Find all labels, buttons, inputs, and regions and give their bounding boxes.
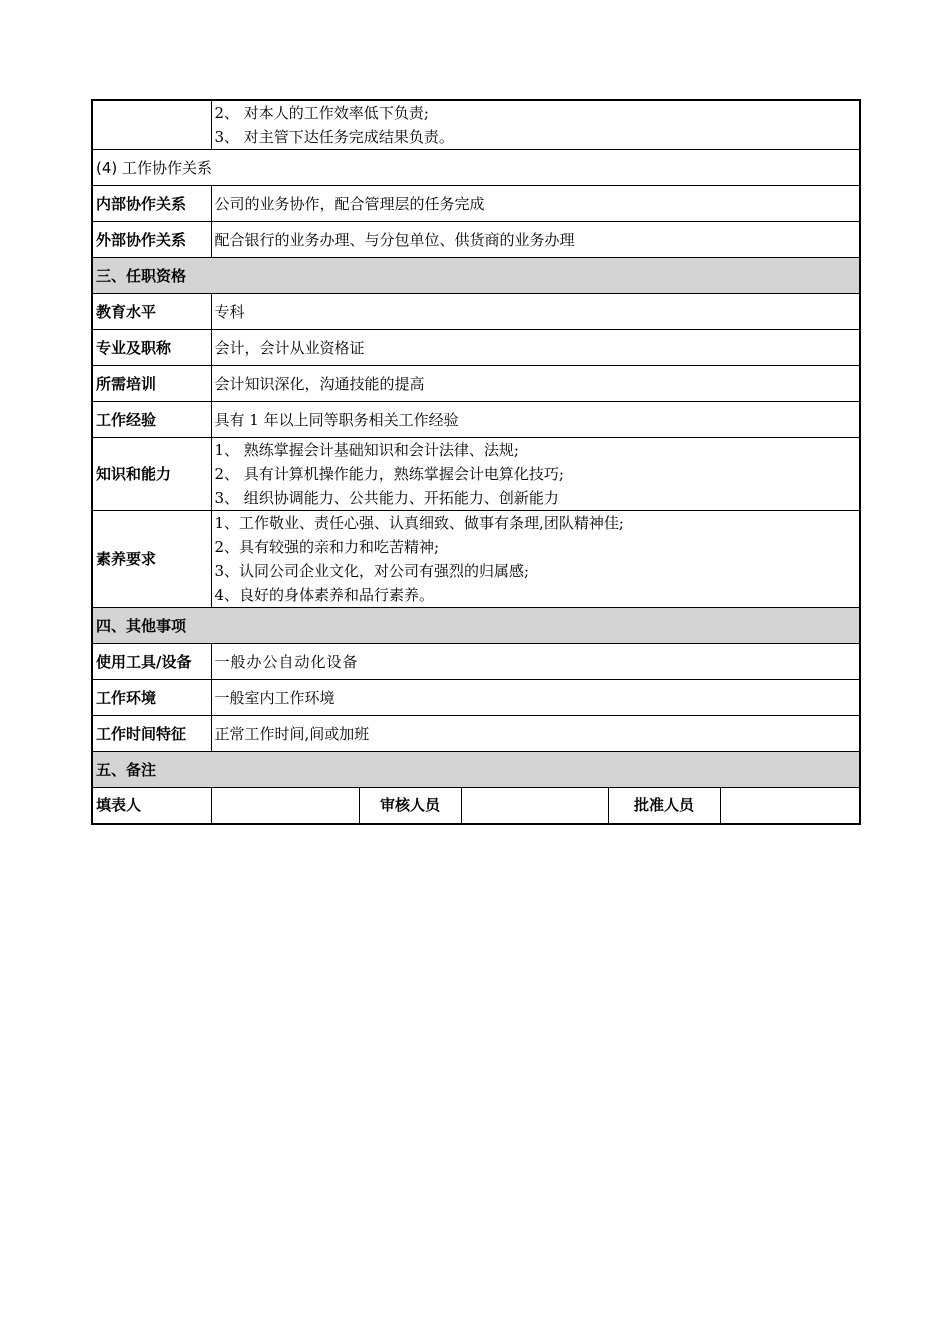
approver-label: 批准人员 — [608, 788, 720, 824]
environment-row — [92, 680, 860, 716]
quality-row — [92, 511, 860, 608]
empty-label-cell — [92, 100, 211, 150]
signature-row — [92, 788, 860, 824]
training-label: 所需培训 — [92, 366, 211, 402]
internal-collaboration-label: 内部协作关系 — [92, 186, 211, 222]
tools-value: 一般办公自动化设备 — [211, 644, 860, 680]
responsibilities-continued-row — [92, 100, 860, 150]
knowledge-row — [92, 438, 860, 511]
experience-row — [92, 402, 860, 438]
external-collaboration-row — [92, 222, 860, 258]
major-value: 会计，会计从业资格证 — [211, 330, 860, 366]
remarks-section-row — [92, 752, 860, 788]
external-collaboration-value: 配合银行的业务办理、与分包单位、供货商的业务办理 — [211, 222, 860, 258]
approver-field[interactable] — [720, 788, 860, 824]
quality-label: 素养要求 — [92, 511, 211, 608]
knowledge-value — [211, 438, 860, 511]
quality-item: 1、工作敬业、责任心强、认真细致、做事有条理,团队精神佳; — [214, 514, 624, 532]
other-section-header: 四、其他事项 — [92, 608, 860, 644]
knowledge-item: 2、 具有计算机操作能力，熟练掌握会计电算化技巧; — [214, 465, 564, 483]
quality-item: 4、良好的身体素养和品行素养。 — [214, 586, 435, 604]
responsibilities-continued-cell — [211, 100, 860, 150]
filled-by-label: 填表人 — [92, 788, 211, 824]
internal-collaboration-value: 公司的业务协作，配合管理层的任务完成 — [211, 186, 860, 222]
hours-label: 工作时间特征 — [92, 716, 211, 752]
remarks-section-header: 五、备注 — [92, 752, 860, 788]
education-value: 专科 — [211, 294, 860, 330]
education-row — [92, 294, 860, 330]
filled-by-field[interactable] — [211, 788, 359, 824]
quality-item: 2、具有较强的亲和力和吃苦精神; — [214, 538, 440, 556]
knowledge-item: 1、 熟练掌握会计基础知识和会计法律、法规; — [214, 441, 519, 459]
reviewer-label: 审核人员 — [359, 788, 461, 824]
education-label: 教育水平 — [92, 294, 211, 330]
responsibility-item: 2、 对本人的工作效率低下负责; — [214, 104, 429, 122]
training-value: 会计知识深化，沟通技能的提高 — [211, 366, 860, 402]
quality-value — [211, 511, 860, 608]
reviewer-field[interactable] — [461, 788, 608, 824]
internal-collaboration-row — [92, 186, 860, 222]
qualifications-section-row — [92, 258, 860, 294]
collaboration-header-row — [92, 150, 860, 186]
experience-label: 工作经验 — [92, 402, 211, 438]
responsibility-item: 3、 对主管下达任务完成结果负责。 — [214, 128, 454, 146]
training-row — [92, 366, 860, 402]
knowledge-label: 知识和能力 — [92, 438, 211, 511]
other-section-row — [92, 608, 860, 644]
knowledge-item: 3、 组织协调能力、公共能力、开拓能力、创新能力 — [214, 489, 559, 507]
qualifications-section-header: 三、任职资格 — [92, 258, 860, 294]
tools-label: 使用工具/设备 — [92, 644, 211, 680]
major-row — [92, 330, 860, 366]
collaboration-header: (4) 工作协作关系 — [92, 150, 860, 186]
major-label: 专业及职称 — [92, 330, 211, 366]
environment-value: 一般室内工作环境 — [211, 680, 860, 716]
external-collaboration-label: 外部协作关系 — [92, 222, 211, 258]
environment-label: 工作环境 — [92, 680, 211, 716]
hours-row — [92, 716, 860, 752]
job-description-table — [91, 99, 861, 825]
hours-value: 正常工作时间,间或加班 — [211, 716, 860, 752]
experience-value: 具有 1 年以上同等职务相关工作经验 — [211, 402, 860, 438]
tools-row — [92, 644, 860, 680]
quality-item: 3、认同公司企业文化，对公司有强烈的归属感; — [214, 562, 530, 580]
